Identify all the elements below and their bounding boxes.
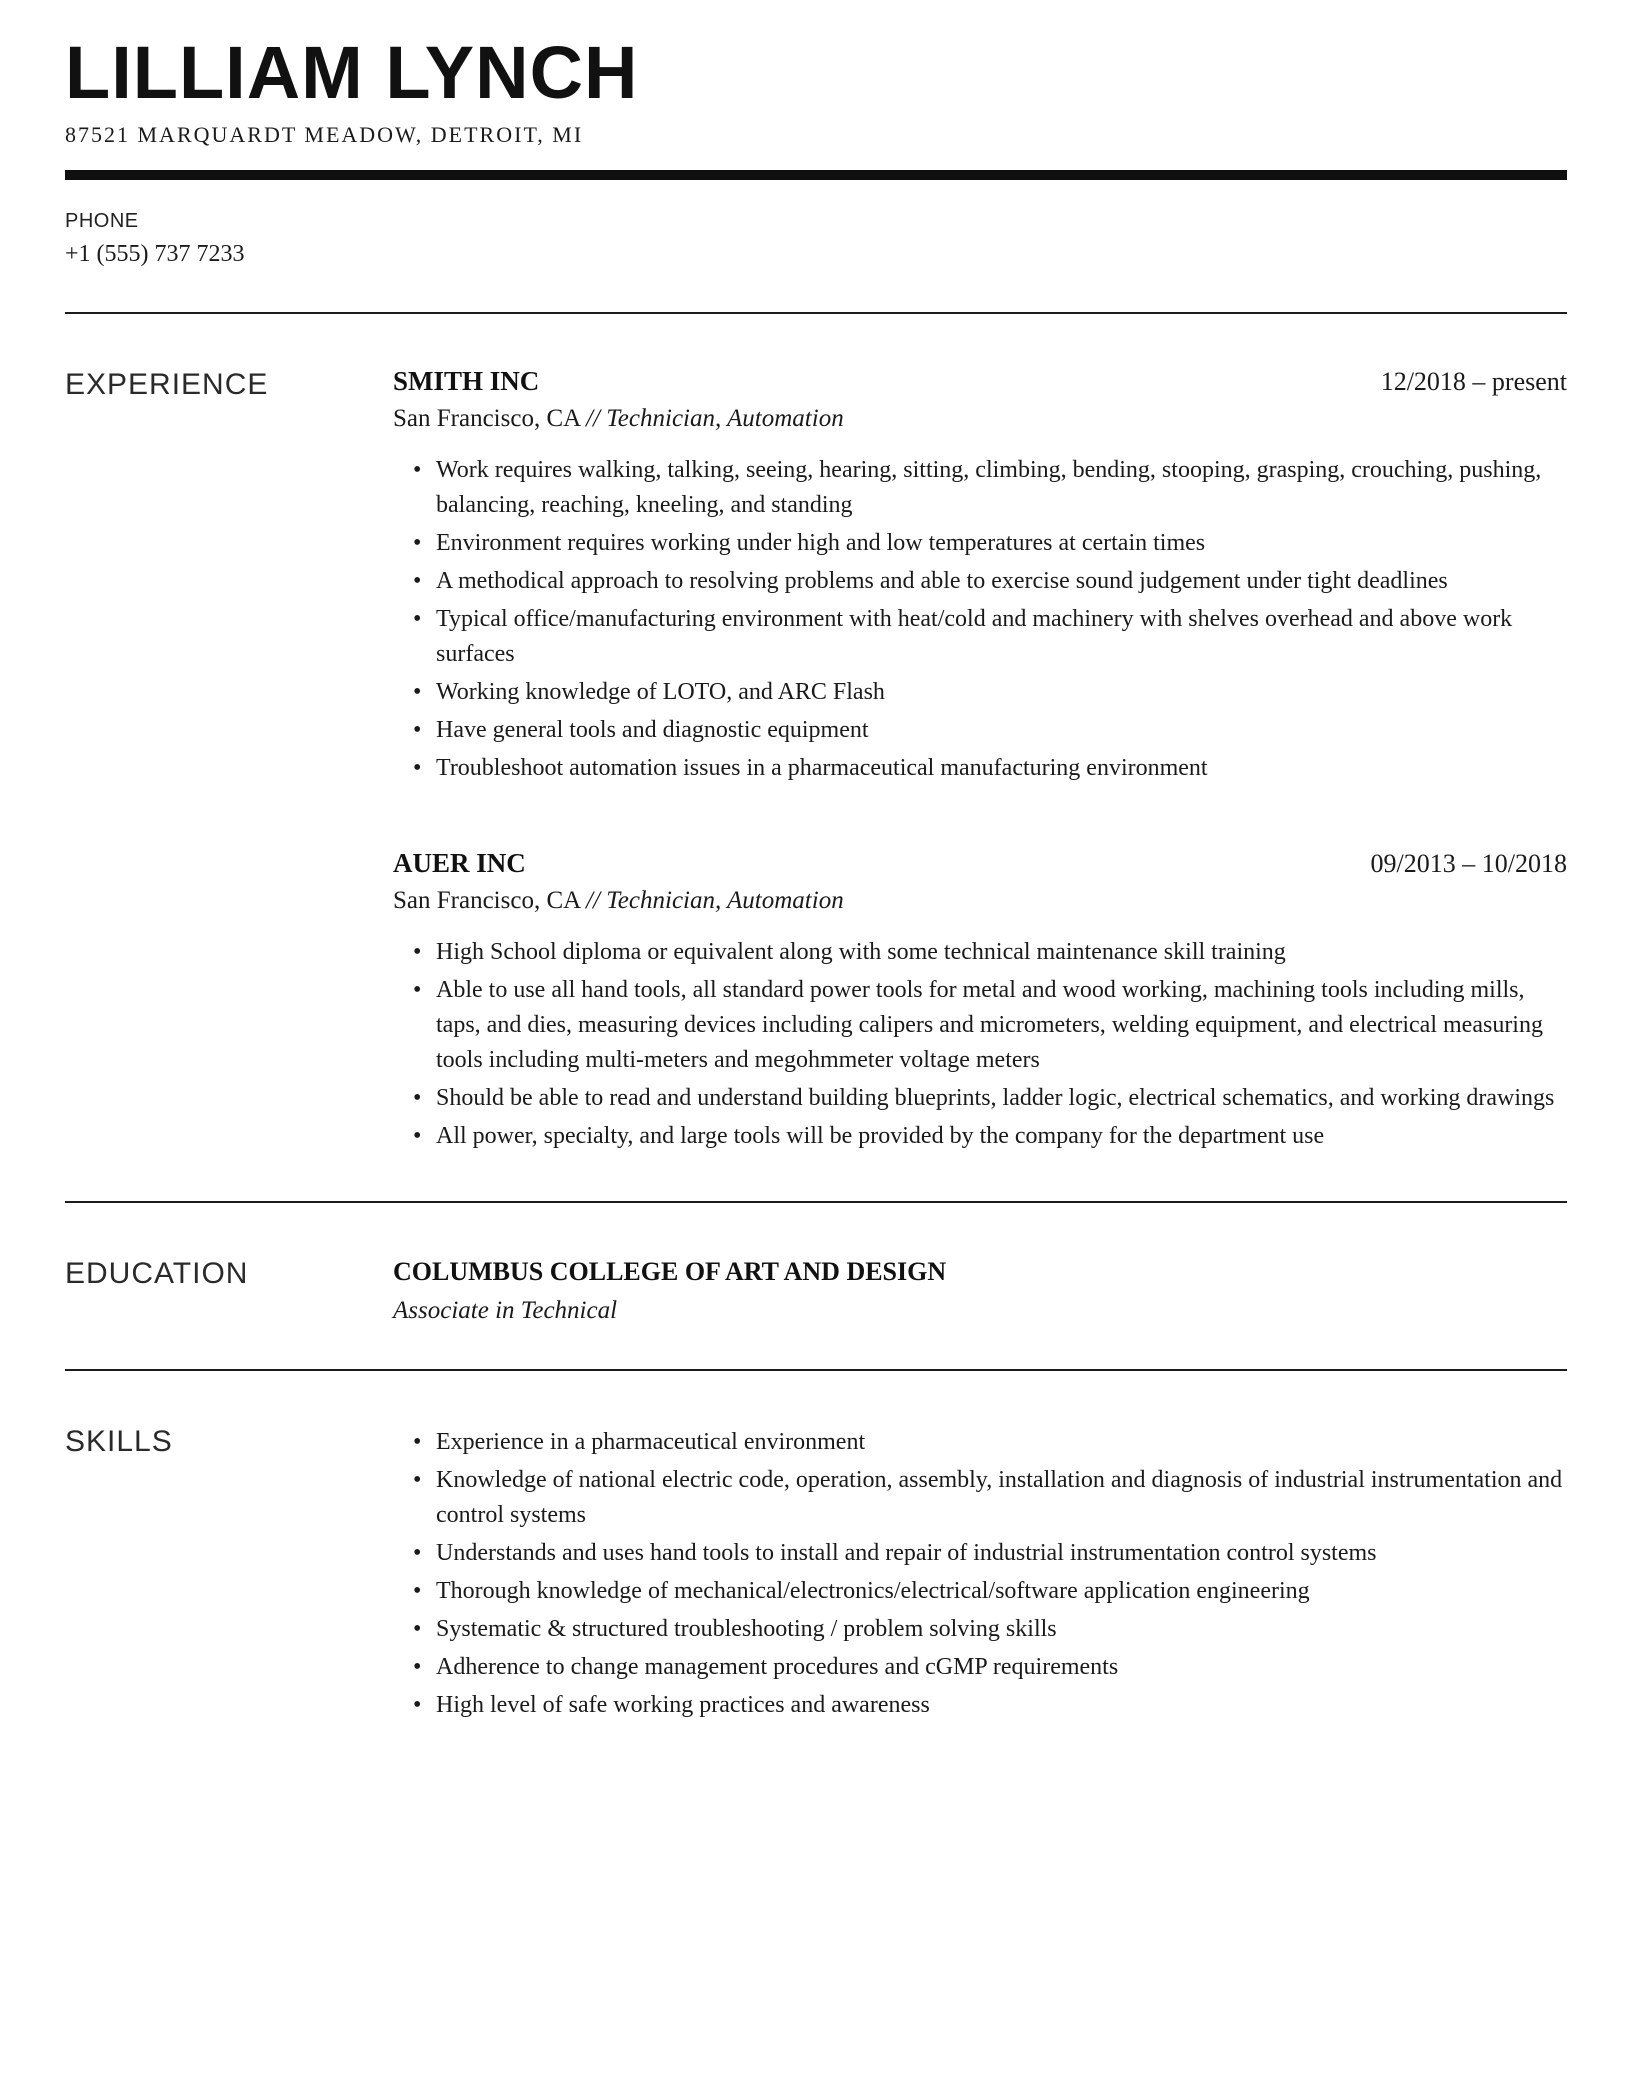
job-location: San Francisco, CA <box>393 886 580 914</box>
education-section-label: EDUCATION <box>65 1256 249 1290</box>
job-dates: 12/2018 – present <box>1380 366 1567 396</box>
person-name: LILLIAM LYNCH <box>65 31 639 114</box>
contact-block <box>65 210 1567 268</box>
phone-label: PHONE <box>65 209 139 232</box>
experience-content <box>393 366 1567 1157</box>
job-subtitle <box>393 405 1567 433</box>
header-divider-bar <box>65 170 1567 180</box>
bullet-item: • High level of safe working practices and awareness <box>393 1688 1567 1723</box>
experience-section <box>65 314 1567 1157</box>
job-entry <box>393 848 1567 1154</box>
job-title: Technician, Automation <box>606 886 844 914</box>
job-dates: 09/2013 – 10/2018 <box>1370 848 1567 878</box>
company-name: SMITH INC <box>393 365 540 396</box>
bullet-item: • Thorough knowledge of mechanical/electronics/electrical/software application engineering <box>393 1574 1567 1609</box>
job-subtitle <box>393 887 1567 915</box>
job-title: Technician, Automation <box>606 404 844 432</box>
job-bullet-list <box>393 935 1567 1154</box>
bullet-item: • Typical office/manufacturing environment with heat/cold and machinery with shelves overhead and above work surfaces <box>393 602 1567 672</box>
bullet-item: • Working knowledge of LOTO, and ARC Flash <box>393 675 1567 710</box>
job-entry <box>393 366 1567 786</box>
experience-section-label: EXPERIENCE <box>65 367 269 401</box>
phone-value: +1 (555) 737 7233 <box>65 240 245 267</box>
bullet-item: • Troubleshoot automation issues in a pharmaceutical manufacturing environment <box>393 751 1567 786</box>
education-content <box>393 1255 1567 1325</box>
skills-section <box>65 1371 1567 1726</box>
skills-content <box>393 1423 1567 1726</box>
job-header <box>393 366 1567 397</box>
degree-name: Associate in Technical <box>393 1296 618 1324</box>
bullet-item: • Experience in a pharmaceutical environment <box>393 1425 1567 1460</box>
job-location: San Francisco, CA <box>393 404 580 432</box>
bullet-item: • Have general tools and diagnostic equipment <box>393 713 1567 748</box>
bullet-item: • Adherence to change management procedures and cGMP requirements <box>393 1650 1567 1685</box>
resume-header <box>65 31 1567 268</box>
bullet-item: • Systematic & structured troubleshooting / problem solving skills <box>393 1612 1567 1647</box>
job-header <box>393 848 1567 879</box>
job-bullet-list <box>393 453 1567 786</box>
bullet-item: • Work requires walking, talking, seeing, hearing, sitting, climbing, bending, stooping, grasping, crouching, pushing, balancing, reaching, kneeling, and standing <box>393 453 1567 523</box>
company-name: AUER INC <box>393 847 526 878</box>
subtitle-separator: // <box>586 886 600 914</box>
subtitle-separator: // <box>586 404 600 432</box>
bullet-item: • Understands and uses hand tools to install and repair of industrial instrumentation control systems <box>393 1536 1567 1571</box>
bullet-item: • All power, specialty, and large tools will be provided by the company for the department use <box>393 1119 1567 1154</box>
bullet-item: • Able to use all hand tools, all standard power tools for metal and wood working, machining tools including mills, taps, and dies, measuring devices including calipers and micrometers, welding equipment, and electrical measuring tools including multi-meters and megohmmeter voltage meters <box>393 973 1567 1078</box>
bullet-item: • High School diploma or equivalent along with some technical maintenance skill training <box>393 935 1567 970</box>
education-section <box>65 1203 1567 1325</box>
person-address: 87521 MARQUARDT MEADOW, DETROIT, MI <box>65 121 584 147</box>
skills-bullet-list <box>393 1425 1567 1723</box>
bullet-item: • Knowledge of national electric code, operation, assembly, installation and diagnosis of industrial instrumentation and control systems <box>393 1463 1567 1533</box>
bullet-item: • Environment requires working under high and low temperatures at certain times <box>393 526 1567 561</box>
bullet-item: • Should be able to read and understand building blueprints, ladder logic, electrical schematics, and working drawings <box>393 1081 1567 1116</box>
school-name: COLUMBUS COLLEGE OF ART AND DESIGN <box>393 1256 947 1286</box>
bullet-item: • A methodical approach to resolving problems and able to exercise sound judgement under tight deadlines <box>393 564 1567 599</box>
skills-section-label: SKILLS <box>65 1424 173 1458</box>
